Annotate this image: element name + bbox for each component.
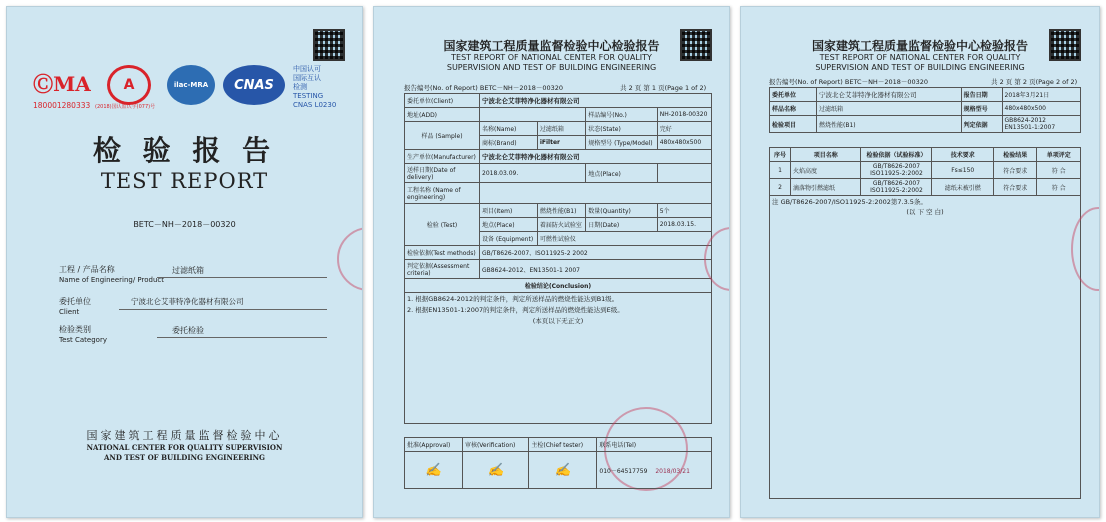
- cell-value: 2018.03.09.: [480, 164, 586, 183]
- conclusion-body: [405, 293, 712, 424]
- table-row: [405, 122, 712, 136]
- criteria-line: GB8624-2012: [1004, 117, 1046, 124]
- accreditation-text: [293, 65, 336, 110]
- approval-signature: ✍: [405, 452, 463, 489]
- stamp-date: 2018/03/21: [655, 467, 690, 475]
- table-row: [770, 102, 1081, 116]
- cell-label: 生产单位(Manufacturer): [405, 150, 480, 164]
- table-row: [405, 150, 712, 164]
- cell-value: 宁波北仑艾菲特净化器材有限公司: [480, 150, 712, 164]
- cell-requirement: Fs≤150: [932, 162, 993, 179]
- cell-label: 报告日期: [961, 88, 1002, 102]
- report-title-cn: 国家建筑工程质量监督检验中心检验报告: [443, 39, 660, 53]
- cell-value: 2018年3月21日: [1002, 88, 1081, 102]
- results-table: [769, 147, 1081, 499]
- cell-label: 判定依据(Assessment criteria): [405, 260, 480, 279]
- column-header: 技术要求: [932, 148, 993, 162]
- conclusion-end: (本页以下无正文): [532, 317, 584, 325]
- table-row: [405, 183, 712, 204]
- tel-label: 联系电话(Tel): [597, 438, 712, 452]
- cell-label: 地点(Place): [586, 164, 657, 183]
- sample-info-table: [404, 93, 712, 424]
- tel-value: 010－64517759: [599, 467, 648, 475]
- cma-number: 180001280333: [33, 101, 91, 110]
- table-row: [405, 279, 712, 293]
- cell-value: 480x480x500: [1002, 102, 1081, 116]
- project-label: [59, 265, 164, 285]
- cell-value: 可燃性试验仪: [537, 232, 711, 246]
- cell-label: 数量(Quantity): [586, 204, 657, 218]
- cell-standard: [861, 162, 932, 179]
- accred-line: CNAS L0230: [293, 101, 337, 109]
- report-title-en-1: TEST REPORT OF NATIONAL CENTER FOR QUALITY: [451, 53, 652, 62]
- cell-result: 符合要求: [993, 162, 1037, 179]
- table-row: [770, 88, 1081, 102]
- cover-title-cn: 检 验 报 告: [92, 134, 277, 167]
- cell-no: 2: [770, 179, 791, 196]
- label-en: Client: [59, 308, 80, 316]
- column-header: 序号: [770, 148, 791, 162]
- verification-signature: ✍: [462, 452, 528, 489]
- cell-result: 符合要求: [993, 179, 1037, 196]
- accred-line: 中国认可: [293, 65, 321, 73]
- cover-title-en: TEST REPORT: [100, 169, 269, 193]
- note-cell: [770, 196, 1081, 499]
- underline: [119, 309, 327, 310]
- end-text: (以 下 空 白): [906, 208, 944, 216]
- cover-page: [6, 6, 363, 518]
- table-row: [770, 162, 1081, 179]
- cell-label: 判定依据: [961, 116, 1002, 133]
- cover-report-number: BETC－NH－2018－00320: [133, 220, 236, 229]
- cell-value: 完好: [657, 122, 711, 136]
- cell-value: GB8624-2012、EN13501-1 2007: [480, 260, 712, 279]
- cell-label: 检验项目: [770, 116, 817, 133]
- report-title-en-2: SUPERVISION AND TEST OF BUILDING ENGINEERING: [815, 63, 1025, 72]
- report-title-cn: 国家建筑工程质量监督检验中心检验报告: [811, 39, 1028, 53]
- cell-name: 火焰高度: [791, 162, 861, 179]
- page-indicator: 共 2 页 第 2 页(Page 2 of 2): [991, 78, 1078, 86]
- standard-line: GB/T8626-2007: [872, 163, 921, 170]
- qr-code: [313, 29, 345, 61]
- cell-rating: 符 合: [1037, 162, 1081, 179]
- table-row: [405, 260, 712, 279]
- table-row: [405, 164, 712, 183]
- client-label: [59, 297, 91, 317]
- note-text: 注 GB/T8626-2007/ISO11925-2:2002第7.3.5条。: [772, 198, 927, 206]
- cell-value: 过滤纸箱: [537, 122, 585, 136]
- table-row: [770, 179, 1081, 196]
- label-cn: 检验类别: [59, 325, 91, 334]
- cell-label: 规格型号: [961, 102, 1002, 116]
- cell-no: 1: [770, 162, 791, 179]
- cell-value: 宁波北仑艾菲特净化器材有限公司: [480, 94, 712, 108]
- table-row: [405, 204, 712, 218]
- cal-text: (2018)国认监认字(077)号: [95, 104, 156, 110]
- cell-label: 委托单位(Client): [405, 94, 480, 108]
- cell-label: 样品 (Sample): [405, 122, 480, 150]
- accred-line: TESTING: [293, 92, 324, 100]
- cell-value: [480, 108, 586, 122]
- summary-table: [769, 87, 1081, 133]
- page-indicator: 共 2 页 第 1 页(Page 1 of 2): [620, 84, 707, 92]
- cell-label: 检验依据(Test methods): [405, 246, 480, 260]
- cell-requirement: 滤纸未被引燃: [932, 179, 993, 196]
- cell-label: 地点(Place): [480, 218, 538, 232]
- category-value: 委托检验: [172, 326, 204, 335]
- standard-line: ISO11925-2:2002: [870, 187, 923, 194]
- cell-label: 项目(Item): [480, 204, 538, 218]
- report-page-2: [740, 6, 1100, 518]
- underline: [157, 277, 327, 278]
- cell-label: 日期(Date): [586, 218, 657, 232]
- chief-tester-label: 主检(Chief tester): [529, 438, 597, 452]
- report-title-en-1: TEST REPORT OF NATIONAL CENTER FOR QUALITY: [819, 53, 1021, 62]
- cell-label: 设备 (Equipment): [480, 232, 538, 246]
- label-en: Test Category: [59, 336, 107, 344]
- cell-value: 燃烧性能(B1): [817, 116, 962, 133]
- table-row: [405, 293, 712, 424]
- cell-label: 状态(State): [586, 122, 657, 136]
- standard-line: ISO11925-2:2002: [870, 170, 923, 177]
- cell-label: 工程名称 (Name of engineering): [405, 183, 480, 204]
- cell-label: 样品编号(No.): [586, 108, 657, 122]
- column-header: 单项评定: [1037, 148, 1081, 162]
- cell-value: [657, 164, 711, 183]
- accred-line: 国际互认: [293, 74, 321, 82]
- table-row: [405, 452, 712, 489]
- cover-org-en-2: AND TEST OF BUILDING ENGINEERING: [104, 453, 265, 462]
- seal-stamp: [337, 227, 363, 291]
- column-header: 检验结果: [993, 148, 1037, 162]
- category-label: [59, 325, 107, 345]
- cell-label: 商标(Brand): [480, 136, 538, 150]
- label-cn: 工程 / 产品名称: [59, 265, 115, 274]
- cell-name: 滴落物引燃滤纸: [791, 179, 861, 196]
- signature-table: [404, 437, 712, 489]
- cell-label: 规格型号 (Type/Model): [586, 136, 657, 150]
- tel-cell: [597, 452, 712, 489]
- cell-rating: 符 合: [1037, 179, 1081, 196]
- report-title-en-2: SUPERVISION AND TEST OF BUILDING ENGINEERING: [446, 63, 657, 72]
- cell-label: 委托单位: [770, 88, 817, 102]
- standard-line: GB/T8626-2007: [872, 180, 921, 187]
- cell-value: [480, 183, 712, 204]
- table-header-row: [770, 148, 1081, 162]
- report-page-1: [373, 6, 730, 518]
- cell-label: 名称(Name): [480, 122, 538, 136]
- chief-signature: ✍: [529, 452, 597, 489]
- table-row: [405, 246, 712, 260]
- project-value: 过滤纸箱: [172, 266, 204, 275]
- cell-standard: [861, 179, 932, 196]
- table-row: [770, 116, 1081, 133]
- cell-value: iFilter: [537, 136, 585, 150]
- cell-label: 样品名称: [770, 102, 817, 116]
- cell-value: GB/T8626-2007、ISO11925-2 2002: [480, 246, 712, 260]
- criteria-line: EN13501-1:2007: [1004, 124, 1056, 131]
- conclusion-line: 2. 根据EN13501-1:2007的判定条件，判定所送样品的燃烧性能达到E级。: [407, 306, 624, 314]
- accred-line: 检测: [293, 83, 307, 91]
- approval-label: 批准(Approval): [405, 438, 463, 452]
- cal-logo: A: [107, 65, 151, 105]
- report-number: 报告编号(No. of Report) BETC－NH－2018－00320: [404, 84, 564, 92]
- cell-value: 5个: [657, 204, 711, 218]
- cell-value: 过滤纸箱: [817, 102, 962, 116]
- conclusion-header: 检验结论(Conclusion): [405, 279, 712, 293]
- table-row: [405, 108, 712, 122]
- ilac-logo: ilac-MRA: [167, 65, 215, 105]
- label-en: Name of Engineering/ Product: [59, 276, 165, 284]
- cover-org-en-1: NATIONAL CENTER FOR QUALITY SUPERVISION: [86, 443, 283, 452]
- cell-value: NH-2018-00320: [657, 108, 711, 122]
- verification-label: 审核(Verification): [462, 438, 528, 452]
- report-number: 报告编号(No. of Report) BETC－NH－2018－00320: [769, 78, 929, 86]
- table-row: [770, 196, 1081, 499]
- column-header: 项目名称: [791, 148, 861, 162]
- cnas-logo: CNAS: [223, 65, 285, 105]
- cell-value: 480x480x500: [657, 136, 711, 150]
- conclusion-line: 1. 根据GB8624-2012的判定条件，判定所送样品的燃烧性能达到B1级。: [407, 295, 619, 303]
- cell-value: 着届防火试验室: [537, 218, 585, 232]
- cma-logo: ⒸMA: [33, 71, 91, 96]
- cell-label: 送样日期(Date of delivery): [405, 164, 480, 183]
- column-header: 检验依据（试验标准）: [861, 148, 932, 162]
- cell-value: 宁波北仑艾菲特净化器材有限公司: [817, 88, 962, 102]
- table-row: [405, 94, 712, 108]
- cell-label: 检验 (Test): [405, 204, 480, 246]
- cell-value: [1002, 116, 1081, 133]
- cell-label: 地址(ADD): [405, 108, 480, 122]
- table-row: [405, 438, 712, 452]
- cover-org-cn: 国家建筑工程质量监督检验中心: [86, 429, 283, 442]
- label-cn: 委托单位: [59, 297, 91, 306]
- underline: [157, 337, 327, 338]
- cell-value: 2018.03.15.: [657, 218, 711, 232]
- cell-value: 燃烧性能(B1): [537, 204, 585, 218]
- client-value: 宁波北仑艾菲特净化器材有限公司: [131, 297, 244, 306]
